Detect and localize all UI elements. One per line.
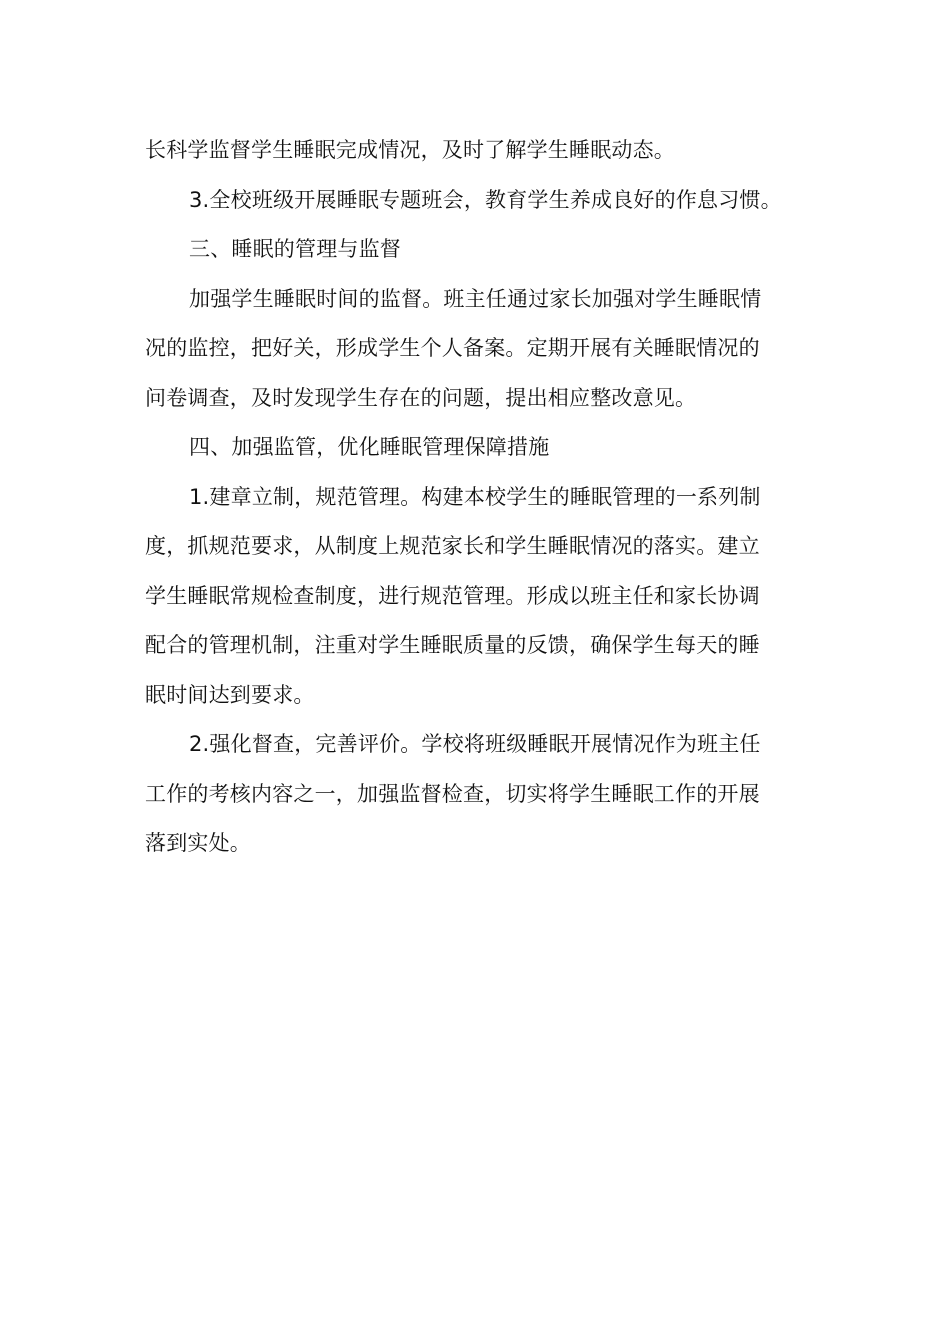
text-line: 1.建章立制，规范管理。构建本校学生的睡眠管理的一系列制 — [189, 484, 761, 509]
document-body — [145, 126, 807, 869]
text-line: 3.全校班级开展睡眠专题班会，教育学生养成良好的作息习惯。 — [189, 187, 782, 212]
text-line: 况的监控，把好关，形成学生个人备案。定期开展有关睡眠情况的 — [145, 336, 760, 360]
text-line: 2.强化督查，完善评价。学校将班级睡眠开展情况作为班主任 — [189, 732, 761, 756]
text-line: 长科学监督学生睡眠完成情况，及时了解学生睡眠动态。 — [145, 138, 675, 162]
text-line: 工作的考核内容之一，加强监督检查，切实将学生睡眠工作的开展 — [145, 781, 760, 806]
text-line: 加强学生睡眠时间的监督。班主任通过家长加强对学生睡眠情 — [189, 286, 762, 311]
text-line: 眠时间达到要求。 — [145, 682, 315, 707]
text-line: 配合的管理机制，注重对学生睡眠质量的反馈，确保学生每天的睡 — [145, 633, 760, 657]
text-line: 学生睡眠常规检查制度，进行规范管理。形成以班主任和家长协调 — [145, 583, 760, 608]
text-line: 问卷调查，及时发现学生存在的问题，提出相应整改意见。 — [145, 385, 697, 410]
text-line: 落到实处。 — [145, 831, 251, 855]
section-heading: 三、睡眠的管理与监督 — [189, 237, 401, 261]
text-line: 度，抓规范要求，从制度上规范家长和学生睡眠情况的落实。建立 — [145, 534, 760, 558]
section-heading: 四、加强监管，优化睡眠管理保障措施 — [189, 435, 550, 459]
